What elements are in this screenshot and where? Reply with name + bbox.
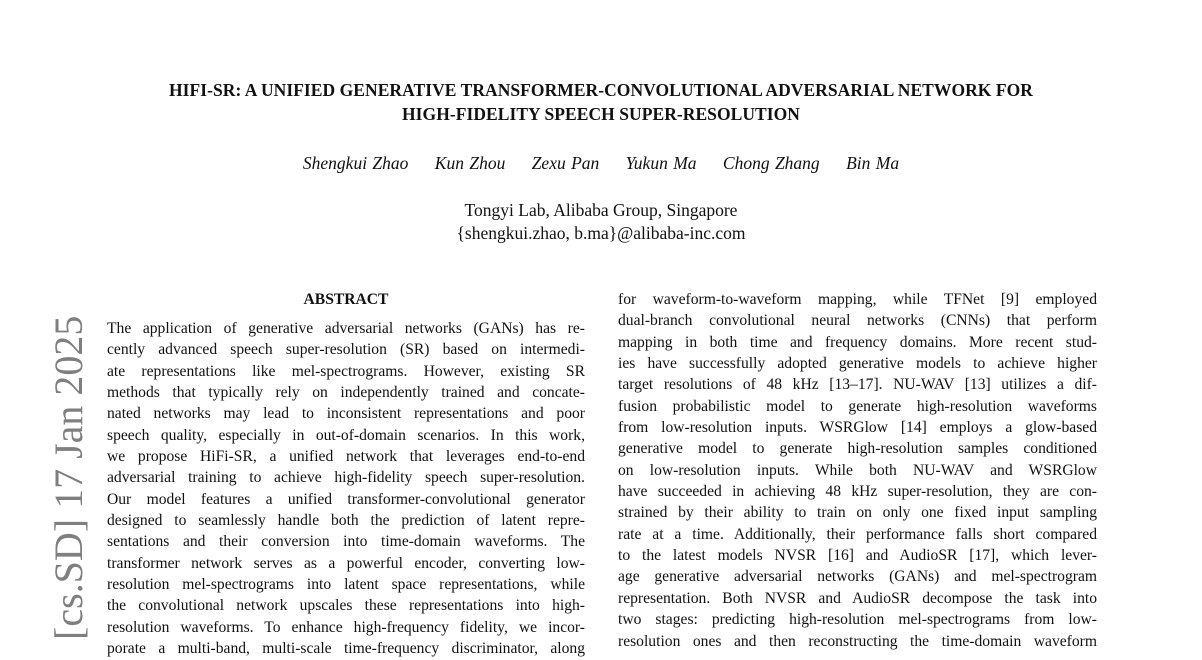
text-line: strained by their ability to train on only one fixed input sampling: [618, 504, 1097, 522]
text-line: speech quality, especially in out-of-domain scenarios. In this work,: [107, 426, 585, 444]
title-line: HIGH-FIDELITY SPEECH SUPER-RESOLUTION: [402, 104, 800, 124]
affiliation-block: [0, 199, 1202, 245]
text-line: rate at a time. Additionally, their performance falls short compared: [618, 525, 1097, 543]
text-line: nated networks may lead to inconsistent representations and poor: [107, 405, 585, 423]
text-line: ate representations like mel-spectrograms. However, existing SR: [107, 362, 585, 380]
text-line: on low-resolution inputs. While both NU-WAV and WSRGlow: [618, 461, 1097, 479]
author-name: Bin Ma: [846, 153, 900, 173]
affiliation: Tongyi Lab, Alibaba Group, Singapore: [464, 200, 738, 220]
text-line: The application of generative adversarial networks (GANs) has re-: [107, 320, 585, 337]
text-line: generative model to generate high-resolution samples conditioned: [618, 440, 1097, 458]
introduction-body: [618, 289, 1097, 652]
text-line: to the latest models NVSR [16] and AudioSR [17], which lever-: [618, 547, 1097, 565]
text-line: dual-branch convolutional neural networks (CNNs) that perform: [618, 312, 1097, 330]
text-line: resolution waveforms. To enhance high-frequency fidelity, we incor-: [107, 618, 585, 636]
text-line: have succeeded in achieving 48 kHz super-resolution, they are con-: [618, 483, 1097, 501]
text-line: two stages: predicting high-resolution mel-spectrograms from low-: [618, 611, 1097, 629]
text-line: resolution mel-spectrograms into latent space representations, while: [107, 576, 585, 594]
text-line: transformer network serves as a powerful encoder, converting low-: [107, 554, 585, 572]
text-line: porate a multi-band, multi-scale time-frequency discriminator, along: [107, 640, 585, 658]
author-name: Shengkui Zhao: [302, 153, 409, 173]
text-line: resolution ones and then reconstructing the time-domain waveform: [618, 632, 1097, 650]
text-line: age generative adversarial networks (GANs) and mel-spectrogram: [618, 568, 1097, 586]
text-line: representation. Both NVSR and AudioSR decompose the task into: [618, 589, 1097, 607]
text-line: cently advanced speech super-resolution (SR) based on intermedi-: [107, 341, 585, 359]
text-line: methods that typically rely on independently trained and concate-: [107, 384, 585, 402]
contact-email: {shengkui.zhao, b.ma}@alibaba-inc.com: [456, 223, 746, 243]
text-line: for waveform-to-waveform mapping, while TFNet [9] employed: [618, 291, 1097, 308]
text-line: from low-resolution inputs. WSRGlow [14] employs a glow-based: [618, 419, 1097, 437]
abstract-heading: ABSTRACT: [303, 291, 389, 308]
text-line: mapping in both time and frequency domains. More recent stud-: [618, 333, 1097, 351]
text-line: ies have successfully adopted generative models to achieve higher: [618, 355, 1097, 373]
author-name: Chong Zhang: [722, 153, 820, 173]
title-line: HIFI-SR: A UNIFIED GENERATIVE TRANSFORMER-CONVOLUTIONAL ADVERSARIAL NETWORK FOR: [169, 80, 1033, 100]
author-name: Kun Zhou: [434, 153, 506, 173]
text-line: designed to seamlessly handle both the prediction of latent repre-: [107, 512, 585, 530]
text-line: sentations and their conversion into time-domain waveforms. The: [107, 533, 585, 551]
text-line: adversarial training to achieve high-fidelity speech super-resolution.: [107, 469, 585, 487]
author-list: [0, 151, 1202, 175]
text-line: the convolutional network upscales these representations into high-: [107, 597, 585, 615]
abstract-body: [107, 318, 585, 660]
text-line: Our model features a unified transformer-convolutional generator: [107, 490, 585, 508]
author-name: Zexu Pan: [531, 153, 600, 173]
paper-title: [0, 78, 1202, 126]
text-line: we propose HiFi-SR, a unified network that leverages end-to-end: [107, 448, 585, 466]
author-name: Yukun Ma: [625, 153, 697, 173]
arxiv-identifier-stamp: [cs.SD] 17 Jan 2025: [46, 315, 91, 640]
text-line: fusion probabilistic model to generate high-resolution waveforms: [618, 397, 1097, 415]
text-line: target resolutions of 48 kHz [13–17]. NU-WAV [13] utilizes a dif-: [618, 376, 1097, 394]
